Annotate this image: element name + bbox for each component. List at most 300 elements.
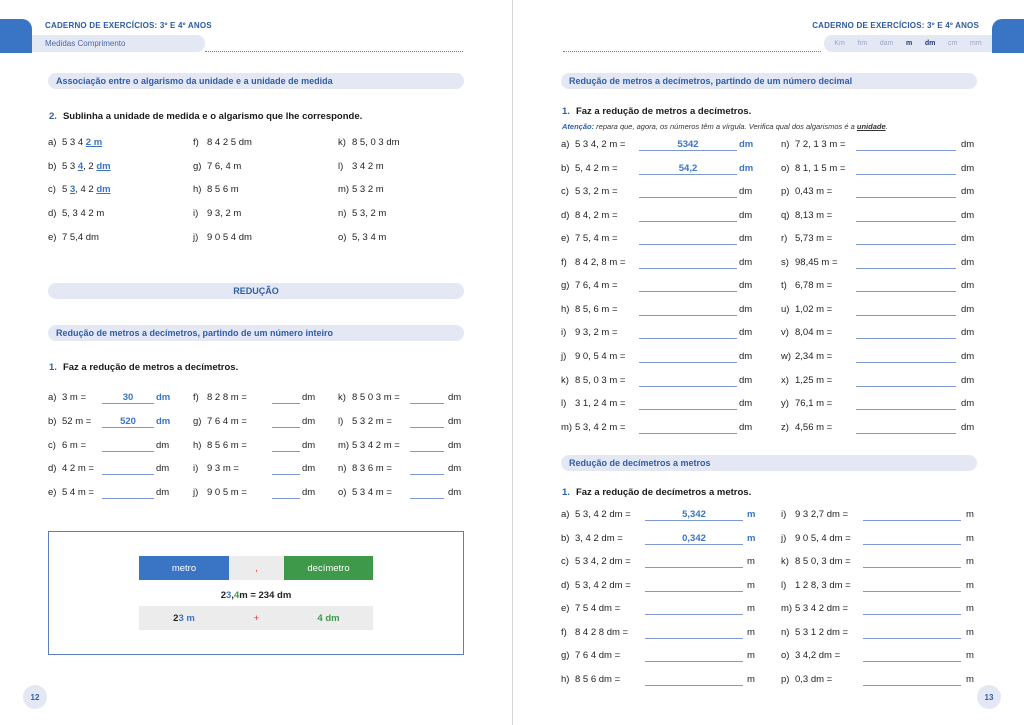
section-title-association: Associação entre o algarismo da unidade e a unidade de medida xyxy=(48,73,464,89)
answer-value: 0,342 xyxy=(682,533,706,544)
list-item xyxy=(338,392,400,403)
list-item xyxy=(193,463,239,474)
item-text-part: , 4 2 xyxy=(75,184,97,195)
list-item xyxy=(561,533,623,544)
item-letter: l) xyxy=(338,161,344,172)
item-expression: 1 2 8, 3 dm = xyxy=(795,580,851,591)
unit-dam: dam xyxy=(879,40,894,47)
item-letter: b) xyxy=(561,163,570,174)
units-bar xyxy=(824,35,992,52)
item-letter: m) xyxy=(781,603,793,614)
answer-value: 5,342 xyxy=(682,509,706,520)
header-divider xyxy=(563,51,821,52)
item-expression: 9 3 m = xyxy=(207,463,239,474)
item-letter: l) xyxy=(561,398,567,409)
answer-blank[interactable] xyxy=(410,427,444,428)
answer-blank[interactable] xyxy=(863,685,961,686)
list-item xyxy=(781,233,832,244)
item-text-part: 5, 3 4 2 m xyxy=(62,208,105,219)
answer-blank[interactable] xyxy=(272,451,300,452)
item-expression: 6 m = xyxy=(62,440,87,451)
list-item xyxy=(48,463,94,474)
unit-label: dm xyxy=(961,280,975,291)
answer-value: 30 xyxy=(122,392,134,403)
chapter-subtitle: Medidas Comprimento xyxy=(32,35,205,52)
answer-blank[interactable] xyxy=(856,291,956,292)
item-text-part: , 2 xyxy=(83,161,97,172)
answer-blank[interactable] xyxy=(645,591,743,592)
item-expression: 5 3 4 2 m = xyxy=(352,440,400,451)
answer-blank[interactable] xyxy=(645,638,743,639)
item-expression: 7 6 4 dm = xyxy=(575,650,621,661)
item-expression: 5 3 4 m = xyxy=(352,487,392,498)
page-number: 13 xyxy=(977,685,1001,709)
item-text-part: 5 3 4 xyxy=(62,137,86,148)
item-letter: k) xyxy=(338,392,346,403)
answer-blank[interactable] xyxy=(639,291,737,292)
item-letter: o) xyxy=(338,232,347,243)
answer-blank[interactable] xyxy=(645,661,743,662)
item-letter: d) xyxy=(561,580,570,591)
item-expression: 6,78 m = xyxy=(795,280,833,291)
answer-blank[interactable] xyxy=(645,567,743,568)
item-expression: 9 0 5 m = xyxy=(207,487,247,498)
item-expression: 8 4 2, 8 m = xyxy=(575,257,626,268)
item-text-part: 5 3 xyxy=(62,161,78,172)
item-letter: h) xyxy=(561,304,570,315)
item-text-part: 3 xyxy=(69,184,76,195)
unit-label: m xyxy=(747,509,756,520)
list-item xyxy=(781,627,848,638)
example-meters-cell: 2 3 m xyxy=(139,606,229,630)
item-expression: 5 3, 2 m = xyxy=(575,186,618,197)
item-expression: 3 4,2 dm = xyxy=(795,650,841,661)
item-letter: a) xyxy=(561,509,570,520)
page-number: 12 xyxy=(23,685,47,709)
item-letter: m) xyxy=(561,422,573,433)
unit-label: m xyxy=(747,580,755,591)
unit-label: m xyxy=(966,650,974,661)
unit-label: dm xyxy=(739,327,753,338)
list-item xyxy=(193,392,247,403)
answer-blank[interactable] xyxy=(272,403,300,404)
item-letter: e) xyxy=(48,487,57,498)
item-letter: c) xyxy=(48,184,56,195)
answer-blank[interactable] xyxy=(863,638,961,639)
item-expression: 76,1 m = xyxy=(795,398,833,409)
list-item xyxy=(561,398,625,409)
list-item xyxy=(48,416,91,427)
item-letter: h) xyxy=(561,674,570,685)
answer-blank[interactable] xyxy=(102,427,154,428)
answer-blank[interactable] xyxy=(856,315,956,316)
list-item xyxy=(781,280,832,291)
list-item xyxy=(338,184,384,195)
answer-blank[interactable] xyxy=(856,150,956,151)
list-item xyxy=(338,232,386,243)
item-letter: u) xyxy=(781,304,790,315)
question-2-title: 2. Sublinha a unidade de medida e o algarismo que lhe corresponde. xyxy=(49,111,363,122)
answer-blank[interactable] xyxy=(856,221,956,222)
answer-value: 5342 xyxy=(677,139,699,150)
item-text-part: 8 5, 0 3 dm xyxy=(352,137,400,148)
answer-blank[interactable] xyxy=(102,451,154,452)
answer-blank[interactable] xyxy=(645,614,743,615)
answer-blank[interactable] xyxy=(410,498,444,499)
item-letter: e) xyxy=(561,233,570,244)
item-letter: p) xyxy=(781,674,790,685)
answer-blank[interactable] xyxy=(639,197,737,198)
item-letter: g) xyxy=(561,280,570,291)
item-expression: 1,25 m = xyxy=(795,375,833,386)
item-expression: 2,34 m = xyxy=(795,351,833,362)
unit-dm: dm xyxy=(924,40,936,47)
item-text-part: 4 xyxy=(77,161,84,172)
item-expression: 9 0 5, 4 dm = xyxy=(795,533,851,544)
list-item xyxy=(338,440,400,451)
answer-blank[interactable] xyxy=(410,403,444,404)
unit-label: dm xyxy=(302,440,316,451)
item-letter: c) xyxy=(561,556,569,567)
item-text-part: 7 5,4 dm xyxy=(62,232,99,243)
unit-label: m xyxy=(966,533,974,544)
unit-label: dm xyxy=(302,487,316,498)
item-letter: q) xyxy=(781,210,790,221)
item-letter: g) xyxy=(561,650,570,661)
unit-label: m xyxy=(966,556,974,567)
list-item xyxy=(781,257,838,268)
answer-blank[interactable] xyxy=(639,315,737,316)
unit-label: dm xyxy=(739,257,753,268)
item-expression: 5 4 m = xyxy=(62,487,94,498)
answer-blank[interactable] xyxy=(410,451,444,452)
list-item xyxy=(338,487,392,498)
list-item xyxy=(561,351,625,362)
section-title-meters-to-dm-integer: Redução de metros a decímetros, partindo de um número inteiro xyxy=(48,325,464,341)
list-item xyxy=(338,463,392,474)
question-1-title: 1. Faz a redução de metros a decímetros. xyxy=(562,106,752,117)
item-letter: o) xyxy=(338,487,347,498)
unit-label: dm xyxy=(739,163,754,174)
answer-blank[interactable] xyxy=(639,244,737,245)
list-item xyxy=(48,208,104,219)
item-expression: 5 3 1 2 dm = xyxy=(795,627,849,638)
item-expression: 8 5 6 dm = xyxy=(575,674,621,685)
answer-blank[interactable] xyxy=(639,221,737,222)
list-item xyxy=(338,137,400,148)
question-1-title: 1. Faz a redução de metros a decímetros. xyxy=(49,362,239,373)
list-item xyxy=(561,509,631,520)
unit-m: m xyxy=(906,40,913,47)
list-item xyxy=(193,208,241,219)
list-item xyxy=(781,210,832,221)
item-expression: 7 6 4 m = xyxy=(207,416,247,427)
item-expression: 5 3 4, 2 dm = xyxy=(575,556,631,567)
item-text-part: 5 3 2 m xyxy=(352,184,384,195)
item-letter: j) xyxy=(193,487,199,498)
answer-blank[interactable] xyxy=(102,403,154,404)
item-text-part: 5 xyxy=(62,184,70,195)
item-expression: 7 5 4 dm = xyxy=(575,603,621,614)
section-title-dm-to-meters: Redução de decímetros a metros xyxy=(561,455,977,471)
item-letter: h) xyxy=(193,440,202,451)
header-divider xyxy=(205,51,463,52)
answer-blank[interactable] xyxy=(863,614,961,615)
book-title: CADERNO DE EXERCÍCIOS: 3º E 4º ANOS xyxy=(812,21,979,30)
item-expression: 0,3 dm = xyxy=(795,674,833,685)
item-text-part: dm xyxy=(96,161,111,172)
item-letter: w) xyxy=(781,351,792,362)
answer-value: 54,2 xyxy=(678,163,698,174)
item-expression: 4 2 m = xyxy=(62,463,94,474)
example-equation: 2 3 , 4 m = 234 dm xyxy=(220,589,292,601)
list-item xyxy=(781,163,845,174)
answer-blank[interactable] xyxy=(856,386,956,387)
answer-blank[interactable] xyxy=(863,661,961,662)
unit-label: m xyxy=(966,674,974,685)
unit-label: dm xyxy=(961,304,975,315)
unit-cm: cm xyxy=(948,40,958,47)
list-item xyxy=(48,184,111,195)
item-letter: f) xyxy=(193,392,199,403)
answer-blank[interactable] xyxy=(639,268,737,269)
answer-blank[interactable] xyxy=(410,474,444,475)
item-expression: 52 m = xyxy=(62,416,92,427)
list-item xyxy=(561,603,620,614)
list-item xyxy=(561,627,628,638)
item-text-part: 3 4 2 m xyxy=(352,161,384,172)
item-letter: d) xyxy=(48,463,57,474)
answer-blank[interactable] xyxy=(863,567,961,568)
unit-label: dm xyxy=(739,233,753,244)
item-letter: o) xyxy=(781,163,790,174)
item-letter: l) xyxy=(338,416,344,427)
item-letter: e) xyxy=(48,232,57,243)
list-item xyxy=(338,161,384,172)
unit-label: dm xyxy=(302,416,316,427)
unit-label: dm xyxy=(961,398,975,409)
answer-blank[interactable] xyxy=(272,498,300,499)
section-title-meters-to-dm-decimal: Redução de metros a decímetros, partindo de um número decimal xyxy=(561,73,977,89)
unit-label: dm xyxy=(448,463,462,474)
item-letter: t) xyxy=(781,280,787,291)
item-letter: h) xyxy=(193,184,202,195)
list-item xyxy=(561,139,625,150)
answer-blank[interactable] xyxy=(639,150,737,151)
item-expression: 8 5 6 m = xyxy=(207,440,247,451)
answer-blank[interactable] xyxy=(639,338,737,339)
item-expression: 8 4 2 8 dm = xyxy=(575,627,629,638)
unit-label: dm xyxy=(739,139,754,150)
unit-label: dm xyxy=(739,210,753,221)
answer-blank[interactable] xyxy=(856,174,956,175)
unit-label: dm xyxy=(448,487,462,498)
item-text-part: 5 3, 2 m xyxy=(352,208,387,219)
decimetro-header: decímetro xyxy=(284,556,373,580)
right-page xyxy=(512,0,1024,725)
answer-blank[interactable] xyxy=(102,498,154,499)
item-letter: j) xyxy=(193,232,199,243)
item-expression: 7 2, 1 3 m = xyxy=(795,139,846,150)
item-expression: 1,02 m = xyxy=(795,304,833,315)
unit-label: dm xyxy=(739,398,753,409)
item-expression: 8 5 0, 3 dm = xyxy=(795,556,851,567)
question-2-title: 1. Faz a redução de decímetros a metros. xyxy=(562,487,752,498)
unit-label: dm xyxy=(961,210,975,221)
item-letter: a) xyxy=(48,137,57,148)
item-letter: f) xyxy=(561,627,567,638)
item-letter: e) xyxy=(561,603,570,614)
item-letter: b) xyxy=(48,161,57,172)
item-expression: 8 5, 0 3 m = xyxy=(575,375,626,386)
item-expression: 8,13 m = xyxy=(795,210,833,221)
unit-label: m xyxy=(747,533,756,544)
list-item xyxy=(48,161,111,172)
list-item xyxy=(193,232,252,243)
item-letter: j) xyxy=(781,533,787,544)
list-item xyxy=(781,509,848,520)
item-letter: k) xyxy=(781,556,789,567)
list-item xyxy=(193,487,247,498)
item-letter: i) xyxy=(193,208,199,219)
unit-label: m xyxy=(966,603,974,614)
item-letter: k) xyxy=(561,375,569,386)
list-item xyxy=(561,163,618,174)
answer-blank[interactable] xyxy=(645,685,743,686)
item-expression: 5,73 m = xyxy=(795,233,833,244)
unit-label: dm xyxy=(739,304,753,315)
list-item xyxy=(561,210,618,221)
unit-label: dm xyxy=(448,392,462,403)
answer-blank[interactable] xyxy=(102,474,154,475)
answer-blank[interactable] xyxy=(639,174,737,175)
example-box xyxy=(48,531,464,655)
list-item xyxy=(781,398,832,409)
item-letter: n) xyxy=(781,627,790,638)
answer-blank[interactable] xyxy=(856,362,956,363)
answer-blank[interactable] xyxy=(645,544,743,545)
list-item xyxy=(561,304,618,315)
item-expression: 0,43 m = xyxy=(795,186,833,197)
answer-blank[interactable] xyxy=(639,362,737,363)
answer-blank[interactable] xyxy=(856,244,956,245)
list-item xyxy=(781,580,851,591)
page-tab-marker xyxy=(0,19,32,53)
list-item xyxy=(781,533,851,544)
unit-label: m xyxy=(747,603,755,614)
item-letter: i) xyxy=(561,327,567,338)
answer-blank[interactable] xyxy=(863,520,961,521)
answer-blank[interactable] xyxy=(639,386,737,387)
item-letter: r) xyxy=(781,233,788,244)
list-item xyxy=(781,139,845,150)
unit-label: dm xyxy=(961,257,975,268)
unit-label: dm xyxy=(961,422,975,433)
item-letter: j) xyxy=(561,351,567,362)
item-letter: m) xyxy=(338,184,350,195)
answer-blank[interactable] xyxy=(863,591,961,592)
unit-label: dm xyxy=(961,233,975,244)
unit-label: m xyxy=(747,650,755,661)
item-expression: 8 3 6 m = xyxy=(352,463,392,474)
list-item xyxy=(561,556,631,567)
list-item xyxy=(781,304,832,315)
answer-blank[interactable] xyxy=(639,433,737,434)
unit-label: m xyxy=(747,556,755,567)
answer-blank[interactable] xyxy=(639,409,737,410)
unit-label: dm xyxy=(448,440,462,451)
unit-label: dm xyxy=(156,440,170,451)
list-item xyxy=(781,603,848,614)
list-item xyxy=(561,327,618,338)
item-letter: l) xyxy=(781,580,787,591)
answer-blank[interactable] xyxy=(645,520,743,521)
unit-mm: mm xyxy=(970,40,982,47)
item-letter: f) xyxy=(561,257,567,268)
list-item xyxy=(781,556,851,567)
item-expression: 5 3 4 2 dm = xyxy=(795,603,849,614)
answer-blank[interactable] xyxy=(856,433,956,434)
item-expression: 3 m = xyxy=(62,392,87,403)
section-title-reducao: REDUÇÃO xyxy=(48,283,464,299)
answer-blank[interactable] xyxy=(856,409,956,410)
unit-label: dm xyxy=(156,487,170,498)
item-letter: k) xyxy=(338,137,346,148)
unit-label: m xyxy=(747,674,755,685)
item-expression: 5, 4 2 m = xyxy=(575,163,618,174)
unit-label: dm xyxy=(739,186,753,197)
list-item xyxy=(561,580,631,591)
unit-label: dm xyxy=(156,392,171,403)
item-expression: 9 3 2,7 dm = xyxy=(795,509,849,520)
item-letter: n) xyxy=(338,463,347,474)
answer-blank[interactable] xyxy=(856,197,956,198)
answer-blank[interactable] xyxy=(856,268,956,269)
unit-km: Km xyxy=(834,40,845,47)
unit-label: dm xyxy=(961,327,975,338)
item-expression: 7 5, 4 m = xyxy=(575,233,618,244)
answer-blank[interactable] xyxy=(272,427,300,428)
example-dm-cell: 4 dm xyxy=(284,606,373,630)
item-expression: 8 4, 2 m = xyxy=(575,210,618,221)
answer-value: 520 xyxy=(120,416,136,427)
list-item xyxy=(561,674,620,685)
item-expression: 9 0, 5 4 m = xyxy=(575,351,626,362)
list-item xyxy=(193,137,252,148)
item-letter: n) xyxy=(338,208,347,219)
list-item xyxy=(193,184,239,195)
unit-label: dm xyxy=(961,375,975,386)
list-item xyxy=(48,137,102,148)
item-text-part: 8 4 2 5 dm xyxy=(207,137,252,148)
answer-blank[interactable] xyxy=(856,338,956,339)
item-letter: x) xyxy=(781,375,789,386)
list-item xyxy=(781,422,832,433)
item-letter: n) xyxy=(781,139,790,150)
book-title: CADERNO DE EXERCÍCIOS: 3º E 4º ANOS xyxy=(45,21,212,30)
item-expression: 5 3 2 m = xyxy=(352,416,392,427)
list-item xyxy=(338,208,386,219)
list-item xyxy=(561,233,618,244)
list-item xyxy=(193,161,241,172)
item-expression: 8 5 0 3 m = xyxy=(352,392,400,403)
answer-blank[interactable] xyxy=(272,474,300,475)
item-expression: 8 5, 6 m = xyxy=(575,304,618,315)
item-text-part: 9 0 5 4 dm xyxy=(207,232,252,243)
answer-blank[interactable] xyxy=(863,544,961,545)
item-expression: 4,56 m = xyxy=(795,422,833,433)
item-expression: 5 3, 4 2 dm = xyxy=(575,509,631,520)
